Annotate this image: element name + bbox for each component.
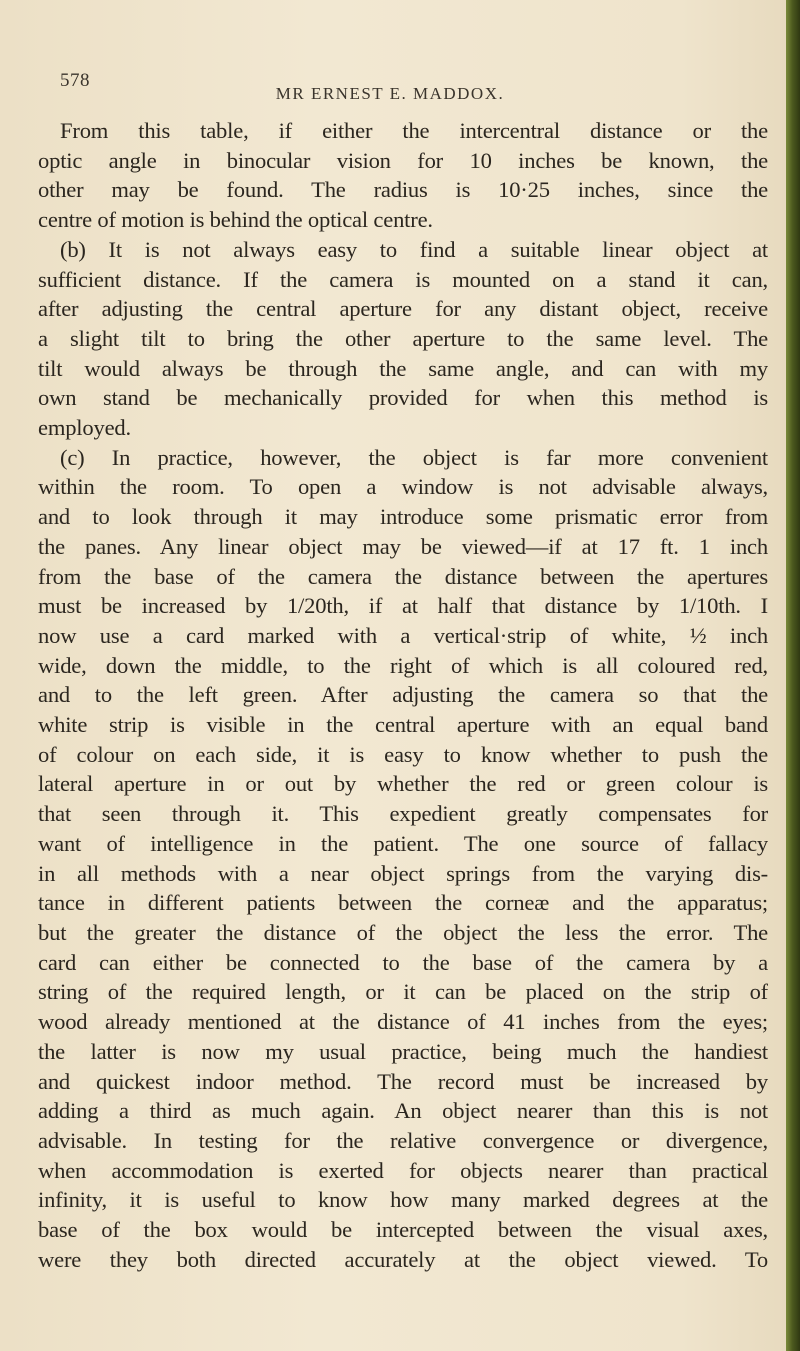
text-line: from the base of the camera the distance between the apertures	[38, 563, 768, 589]
text-line: must be increased by 1/20th, if at half that distance by 1/10th. I	[38, 593, 768, 619]
text-line: that seen through it. This expedient greatly compensates for	[38, 801, 768, 827]
text-line: wood already mentioned at the distance of 41 inches from the eyes;	[38, 1009, 768, 1035]
body-text	[38, 116, 768, 1274]
text-line: white strip is visible in the central aperture with an equal band	[38, 712, 768, 738]
text-line: now use a card marked with a vertical·strip of white, ½ inch	[38, 622, 768, 648]
text-line: lateral aperture in or out by whether the red or green colour is	[38, 771, 768, 797]
text-line: were they both directed accurately at the object viewed. To	[38, 1246, 768, 1272]
text-line: and to the left green. After adjusting the camera so that the	[38, 682, 768, 708]
text-line: sufficient distance. If the camera is mounted on a stand it can,	[38, 266, 768, 292]
text-line: employed.	[38, 415, 131, 441]
text-line: string of the required length, or it can be placed on the strip of	[38, 979, 768, 1005]
text-line: but the greater the distance of the object the less the error. The	[38, 919, 768, 945]
text-line: centre of motion is behind the optical centre.	[38, 207, 433, 233]
text-line: advisable. In testing for the relative convergence or divergence,	[38, 1127, 768, 1153]
text-line: own stand be mechanically provided for when this method is	[38, 385, 768, 411]
text-line: base of the box would be intercepted between the visual axes,	[38, 1217, 768, 1243]
text-line: and to look through it may introduce some prismatic error from	[38, 504, 768, 530]
text-line: optic angle in binocular vision for 10 inches be known, the	[38, 147, 768, 173]
text-line: adding a third as much again. An object nearer than this is not	[38, 1098, 768, 1124]
text-line: infinity, it is useful to know how many marked degrees at the	[38, 1187, 768, 1213]
text-line: card can either be connected to the base of the camera by a	[38, 949, 768, 975]
text-line: a slight tilt to bring the other aperture to the same level. The	[38, 325, 768, 351]
text-line: want of intelligence in the patient. The one source of fallacy	[38, 830, 768, 856]
text-line: and quickest indoor method. The record must be increased by	[38, 1068, 768, 1094]
text-line: tance in different patients between the corneæ and the apparatus;	[38, 890, 768, 916]
text-line: after adjusting the central aperture for any distant object, receive	[38, 296, 768, 322]
text-line: tilt would always be through the same angle, and can with my	[38, 355, 768, 381]
text-line: other may be found. The radius is 10·25 inches, since the	[38, 177, 768, 203]
text-line: in all methods with a near object springs from the varying dis-	[38, 860, 768, 886]
text-line: (c) In practice, however, the object is far more convenient	[60, 444, 768, 470]
text-line: wide, down the middle, to the right of which is all coloured red,	[38, 652, 768, 678]
text-line: when accommodation is exerted for objects nearer than practical	[38, 1157, 768, 1183]
text-line: within the room. To open a window is not advisable always,	[38, 474, 768, 500]
text-line: (b) It is not always easy to find a suitable linear object at	[60, 236, 768, 262]
page-number: 578	[60, 70, 90, 91]
running-head: MR ERNEST E. MADDOX.	[275, 84, 505, 103]
text-line: the latter is now my usual practice, being much the handiest	[38, 1038, 768, 1064]
text-line: of colour on each side, it is easy to know whether to push the	[38, 741, 768, 767]
text-line: From this table, if either the intercentral distance or the	[60, 118, 768, 143]
text-line: the panes. Any linear object may be viewed—if at 17 ft. 1 inch	[38, 533, 768, 559]
page-edge-binding	[786, 0, 800, 1351]
